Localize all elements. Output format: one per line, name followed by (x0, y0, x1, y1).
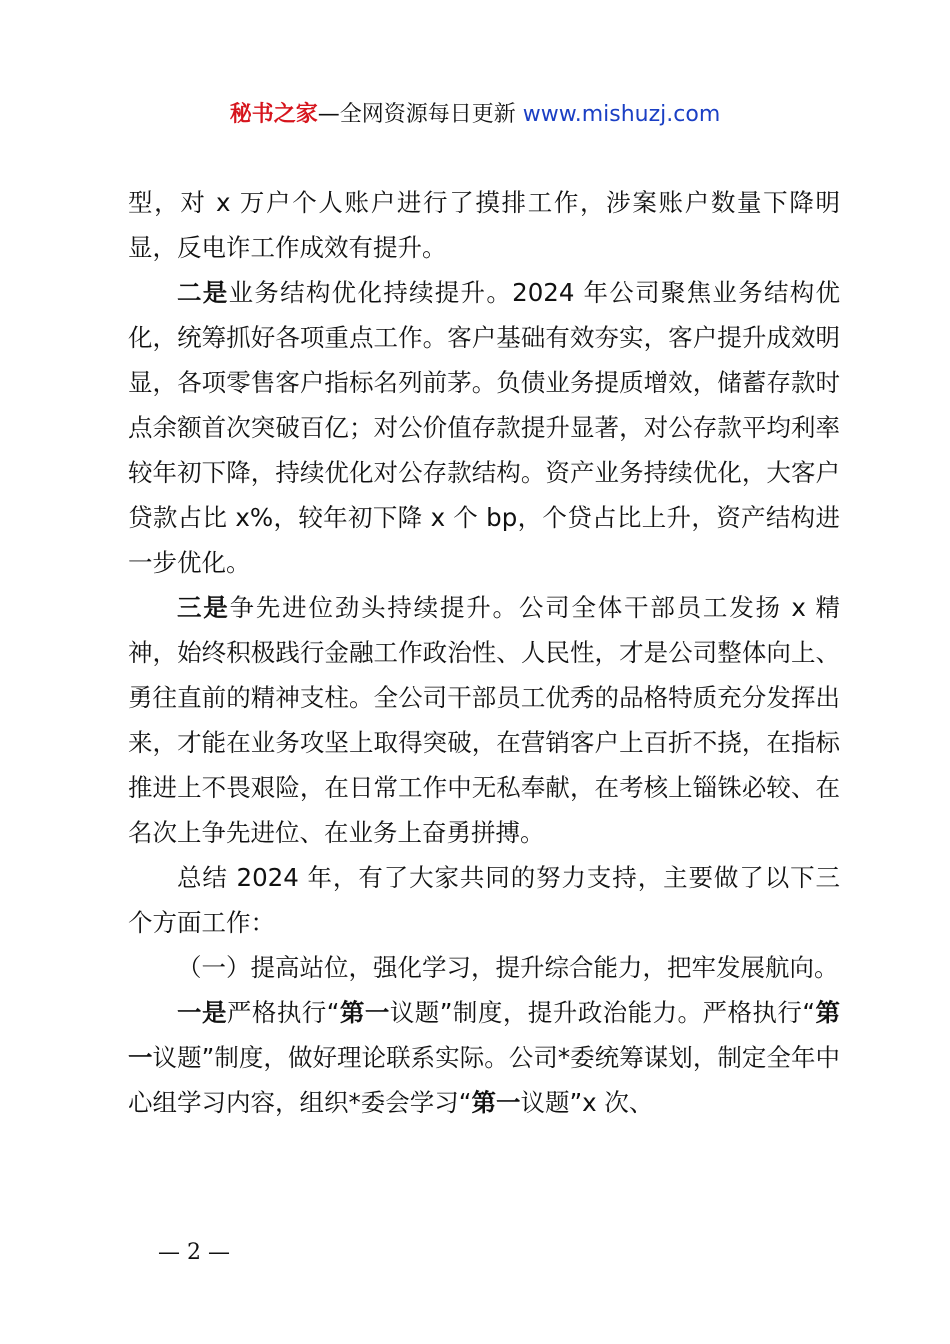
paragraph-6-text-e: 议题”制度，做好理论联系实际。公司*委统筹谋划，制定全年中心组学习内容，组织*委会学习“ (128, 1043, 840, 1117)
paragraph-3-lead: 三是 (177, 593, 230, 622)
paragraph-6-bold-b: 第一 (339, 998, 390, 1027)
site-brand: 秘书之家 (229, 102, 318, 127)
paragraph-2-text: 业务结构优化持续提升。2024 年公司聚焦业务结构优化，统筹抓好各项重点工作。客户基础有效夯实，客户提升成效明显，各项零售客户指标名列前茅。负债业务提质增效，储蓄存款时点余额首次突破百亿；对公价值存款提升显著，对公存款平均利率较年初下降，持续优化对公存款结构。资产业务持续优化，大客户贷款占比 x%，较年初下降 x 个 bp，个贷占比上升，资产结构进一步优化。 (128, 278, 841, 577)
site-tagline: —全网资源每日更新 (317, 102, 516, 127)
paragraph-6-lead: 一是 (177, 998, 227, 1027)
paragraph-1: 型，对 x 万户个人账户进行了摸排工作，涉案账户数量下降明显，反电诈工作成效有提升。 (128, 188, 840, 262)
section-heading-1: （一）提高站位，强化学习，提升综合能力，把牢发展航向。 (177, 953, 839, 982)
document-body (128, 180, 840, 1125)
paragraph-3 (128, 585, 840, 855)
site-header (0, 100, 950, 130)
paragraph-6-text-a: 严格执行“ (226, 998, 340, 1027)
paragraph-2 (128, 270, 840, 585)
paragraph-6-bold-d: 第一 (128, 998, 841, 1072)
paragraph-6 (128, 990, 840, 1125)
paragraph-6-bold-f: 第一 (471, 1088, 521, 1117)
paragraph-6-text-c: 议题”制度，提升政治能力。严格执行“ (389, 998, 816, 1027)
paragraph-4: 总结 2024 年，有了大家共同的努力支持，主要做了以下三个方面工作： (128, 863, 840, 937)
site-url[interactable]: www.mishuzj.com (522, 102, 721, 127)
page-number: — 2 — (158, 1240, 230, 1265)
paragraph-3-text: 争先进位劲头持续提升。公司全体干部员工发扬 x 精神，始终积极践行金融工作政治性、人民性，才是公司整体向上、勇往直前的精神支柱。全公司干部员工优秀的品格特质充分发挥出来，才能在业务攻坚上取得突破，在营销客户上百折不挠，在指标推进上不畏艰险，在日常工作中无私奉献，在考核上锱铢必较、在名次上争先进位、在业务上奋勇拼搏。 (128, 593, 840, 847)
paragraph-2-lead: 二是 (177, 278, 229, 307)
paragraph-6-text-g: 议题”x 次、 (520, 1088, 654, 1117)
